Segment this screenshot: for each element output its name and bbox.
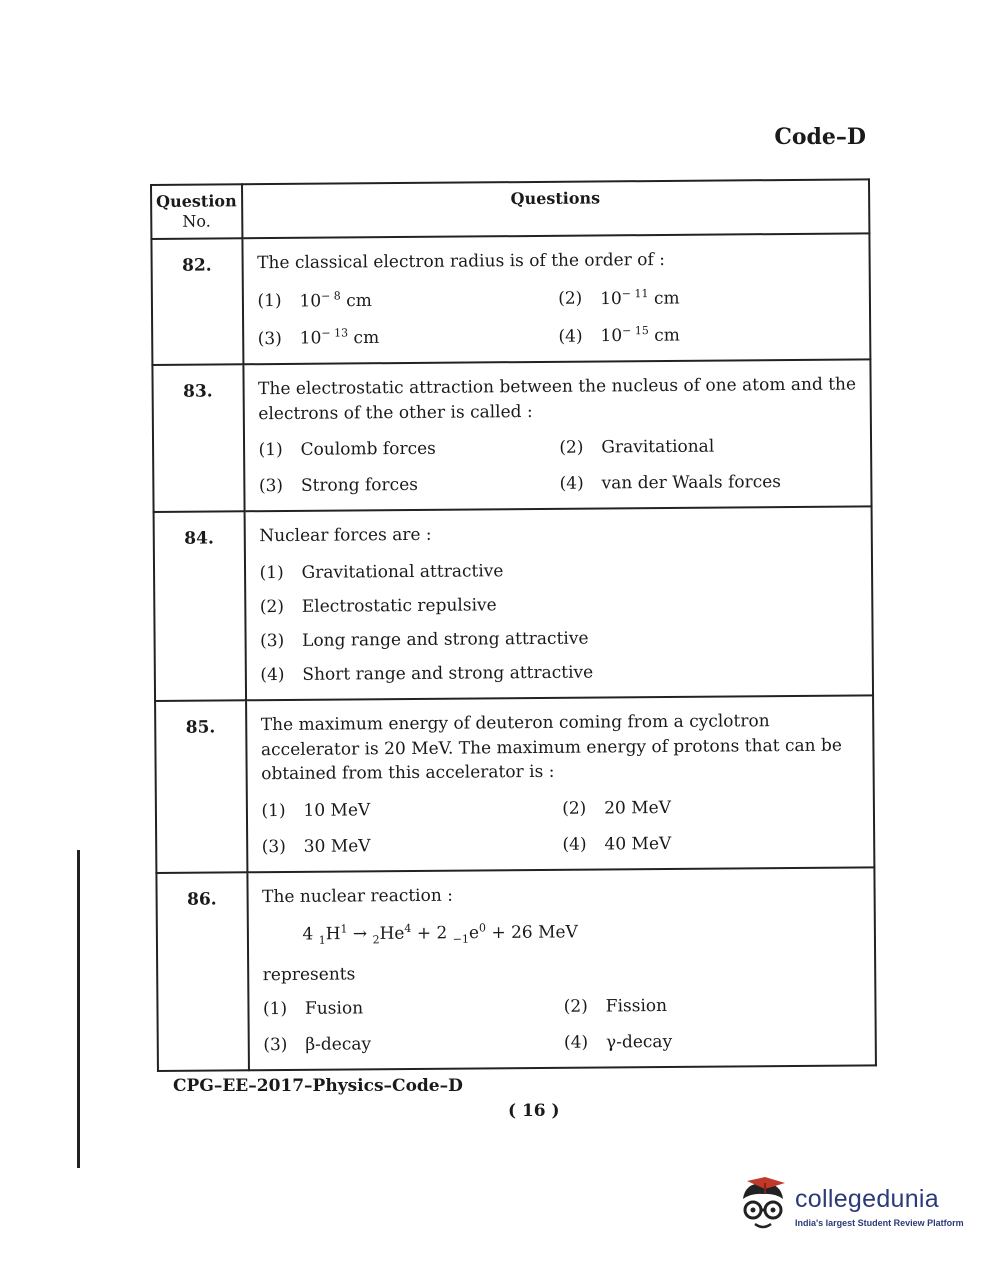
option-2: (2) 20 MeV — [562, 797, 672, 819]
question-stem: The classical electron radius is of the order of : — [257, 249, 665, 274]
question-body — [242, 233, 870, 364]
question-body — [244, 507, 873, 701]
question-number: 83. — [152, 364, 244, 512]
option-4: (4) Short range and strong attractive — [260, 662, 594, 686]
question-number: 85. — [155, 700, 247, 873]
question-body — [246, 695, 875, 872]
option-1: (1) Fusion — [262, 998, 364, 1020]
scan-edge-line — [77, 850, 80, 1168]
logo-tagline: India's largest Student Review Platform — [795, 1218, 964, 1228]
question-body — [247, 867, 876, 1071]
option-1: (1) Coulomb forces — [258, 438, 436, 461]
options-grid — [257, 285, 859, 349]
table-header-row — [151, 179, 869, 239]
question-no-header — [151, 184, 242, 239]
question-body — [243, 359, 872, 511]
questions-header: Questions — [242, 179, 870, 238]
question-row — [152, 359, 871, 512]
option-2: (2) $10^{- 11}$ cm — [558, 286, 680, 310]
nuclear-equation: 4 $_1H^1 \to _2He^4 + 2$ $_{-1}e^0 + 26$ MeV — [302, 921, 578, 948]
option-3: (3) $10^{- 13}$ cm — [257, 326, 380, 350]
option-4: (4) van der Waals forces — [559, 472, 782, 495]
question-stem-continuation: represents — [262, 964, 356, 986]
collegedunia-logo — [735, 1177, 965, 1237]
questions-table — [150, 178, 877, 1072]
option-4: (4) 40 MeV — [562, 833, 672, 855]
option-3: (3) Strong forces — [258, 475, 419, 497]
question-stem: The nuclear reaction : — [262, 885, 453, 907]
option-3: (3) β-decay — [263, 1034, 372, 1056]
question-row — [154, 507, 873, 701]
options-grid — [263, 995, 865, 1056]
option-1: (1) 10 MeV — [261, 800, 371, 821]
question-stem: The maximum energy of deuteron coming from a cyclotron accelerator is 20 MeV. The maximum energy of protons that can be obtained from this accelerator is : — [260, 711, 842, 785]
logo-name: collegedunia — [795, 1185, 939, 1213]
option-2: (2) Gravitational — [559, 436, 715, 459]
question-no-header-line2: No. — [182, 211, 211, 231]
options-grid — [259, 436, 861, 497]
option-3: (3) 30 MeV — [261, 836, 371, 857]
option-1: (1) Gravitational attractive — [259, 561, 504, 584]
question-row — [156, 867, 876, 1071]
question-no-header-line1: Question — [156, 191, 237, 211]
question-row — [155, 695, 874, 873]
option-2: (2) Fission — [563, 996, 668, 1018]
option-1: (1) $10^{- 8}$ cm — [257, 289, 372, 312]
option-4: (4) γ-decay — [563, 1032, 673, 1054]
question-stem: The electrostatic attraction between the nucleus of one atom and the electrons of the other is called : — [258, 374, 857, 424]
option-3: (3) Long range and strong attractive — [260, 628, 589, 652]
question-stem: Nuclear forces are : — [259, 525, 432, 547]
question-number: 86. — [156, 872, 248, 1071]
student-mascot-icon — [735, 1177, 789, 1233]
footer-exam-code: CPG–EE–2017–Physics–Code–D — [173, 1076, 463, 1096]
option-4: (4) $10^{- 15}$ cm — [558, 324, 680, 347]
option-2: (2) Electrostatic repulsive — [259, 595, 497, 618]
exam-code-label: Code–D — [774, 124, 866, 150]
question-row — [151, 233, 870, 365]
options-list — [260, 558, 862, 685]
question-number: 84. — [154, 512, 246, 701]
page-number: ( 16 ) — [508, 1101, 560, 1121]
options-grid — [261, 796, 863, 857]
question-number: 82. — [151, 238, 243, 365]
